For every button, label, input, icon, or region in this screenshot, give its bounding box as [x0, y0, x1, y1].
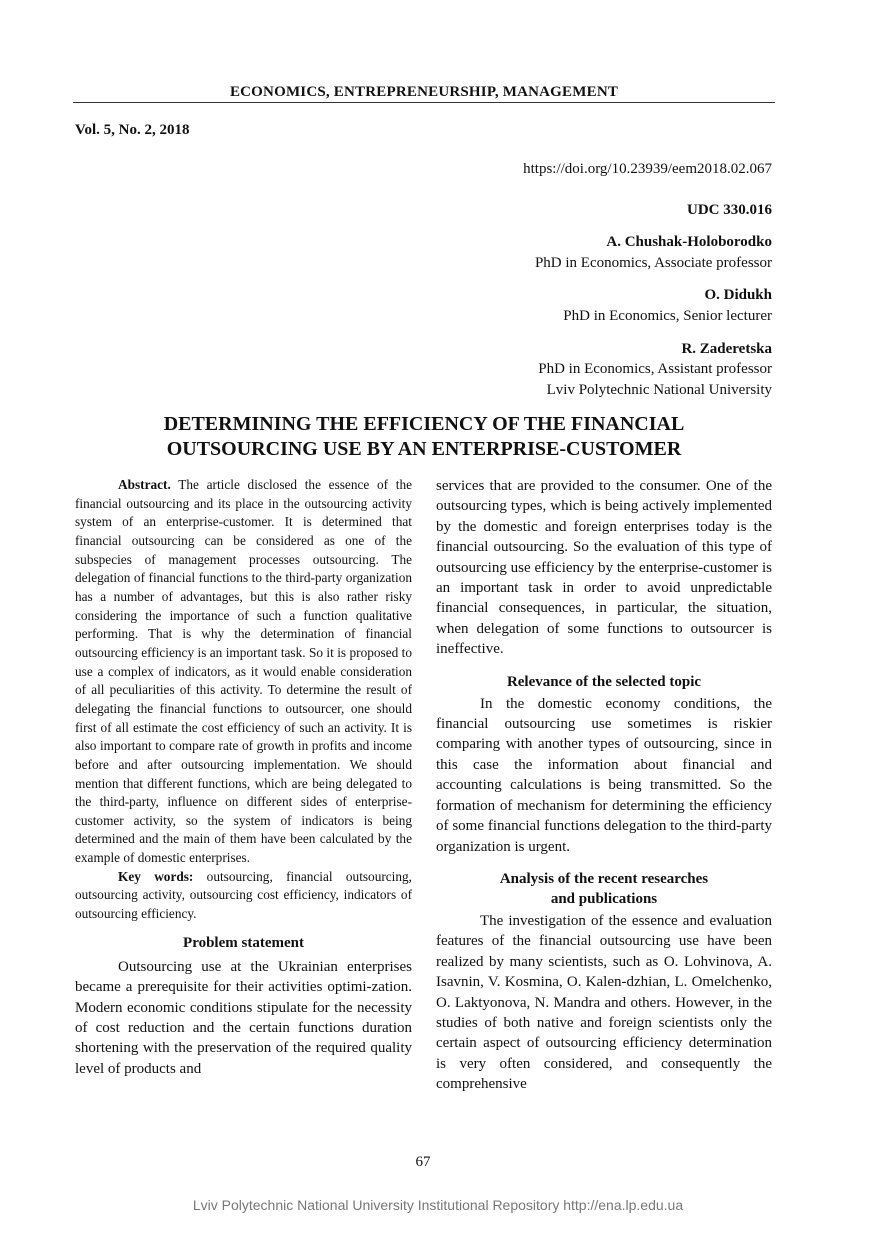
title-line: OUTSOURCING USE BY AN ENTERPRISE-CUSTOMER: [166, 438, 682, 460]
section-heading-relevance: Relevance of the selected topic: [506, 673, 702, 690]
article-title: [73, 412, 775, 462]
left-column: [75, 476, 412, 1079]
section-heading-problem: Problem statement: [183, 934, 304, 951]
author-name: A. Chushak-Holoborodko: [606, 234, 772, 250]
author-affiliation: PhD in Economics, Assistant professor: [538, 361, 772, 377]
author-name: R. Zaderetska: [681, 341, 772, 357]
abstract: [75, 476, 412, 868]
repository-footer[interactable]: Lviv Polytechnic National University Institutional Repository http://ena.lp.edu.ua: [192, 1197, 684, 1213]
analysis-heading-line: and publications: [550, 890, 658, 907]
problem-text-part2: services that are provided to the consumer. One of the outsourcing types, which is being actively implemented by the domestic and foreign enterprises today is the financial outsourcing. So the evaluation of this type of outsourcing use efficiency by the enterprise-customer is an important task in order to avoid unpredictable financial consequences, in particular, the situation, when delegation of some functions to outsourcer is ineffective.: [436, 478, 772, 658]
journal-title: ECONOMICS, ENTREPRENEURSHIP, MANAGEMENT: [229, 84, 619, 100]
keywords-text: outsourcing, financial outsourcing, outsourcing activity, outsourcing cost efficiency, indicators of outsourcing efficiency.: [75, 868, 413, 922]
author-name: O. Didukh: [704, 287, 772, 303]
problem-text-part1: Outsourcing use at the Ukrainian enterprises became a prerequisite for their activities optimi-zation. Modern economic conditions stipulate for the necessity of cost reduction and the certain functions duration shortening with the preservation of the required quality level of products and: [75, 958, 412, 1077]
author-affiliation: PhD in Economics, Senior lecturer: [563, 308, 772, 324]
abstract-text: The article disclosed the essence of the financial outsourcing and its place in the outsourcing activity system of an enterprise-customer. It is determined that financial outsourcing can be considered as one of the subspecies of management processes outsourcing. The delegation of financial functions to the third-party organization has a number of advantages, but this is also rather risky considering the importance of such a function qualitative performing. That is why the determination of financial outsourcing efficiency is an important task. So it is proposed to use a complex of indicators, as it would enable consideration of all peculiarities of this activity. To determine the result of delegating the financial functions to outsourcer, one should first of all estimate the cost efficiency of such an activity. It is also important to compare rate of growth in profits and income before and after outsourcing implementation. We should mention that different functions, which are being delegated to the third-party, influence on different sides of enterprise-customer activity, so the system of indicators is being determined and the main of them have been calculated by the example of domestic enterprises.: [75, 477, 412, 866]
title-line: DETERMINING THE EFFICIENCY OF THE FINANCIAL: [163, 413, 685, 435]
relevance-text: In the domestic economy conditions, the financial outsourcing use sometimes is riskier comparing with another types of outsourcing, since in this case the information about financial and accounting calculations is being transmitted. So the formation of mechanism for determining the efficiency of some financial functions delegation to the third-party organization is urgent.: [436, 695, 772, 855]
header-rule: [73, 102, 775, 103]
analysis-text: The investigation of the essence and evaluation features of the financial outsourcing use have been realized by many scientists, such as O. Lohvinova, A. Isavnin, V. Kosmina, O. Kalen-dzhian, L. Omelchenko, O. Laktyonova, N. Mandra and others. However, in the studies of both native and foreign scientists only the certain aspect of outsourcing efficiency determination is very often considered, and consequently the comprehensive: [436, 912, 772, 1093]
udc-code: UDC 330.016: [687, 202, 772, 218]
section-heading-analysis: [436, 869, 772, 909]
right-column: [436, 476, 772, 1095]
analysis-heading-line: Analysis of the recent researches: [499, 870, 709, 887]
volume-info: Vol. 5, No. 2, 2018: [75, 122, 190, 138]
author-affiliation: PhD in Economics, Associate professor: [534, 255, 772, 271]
doi-link[interactable]: https://doi.org/10.23939/eem2018.02.067: [523, 161, 772, 177]
university: Lviv Polytechnic National University: [546, 382, 772, 398]
keywords-label: Key words:: [118, 868, 194, 884]
page-number: 67: [415, 1154, 431, 1170]
abstract-label: Abstract.: [118, 477, 171, 492]
keywords: [75, 868, 412, 924]
